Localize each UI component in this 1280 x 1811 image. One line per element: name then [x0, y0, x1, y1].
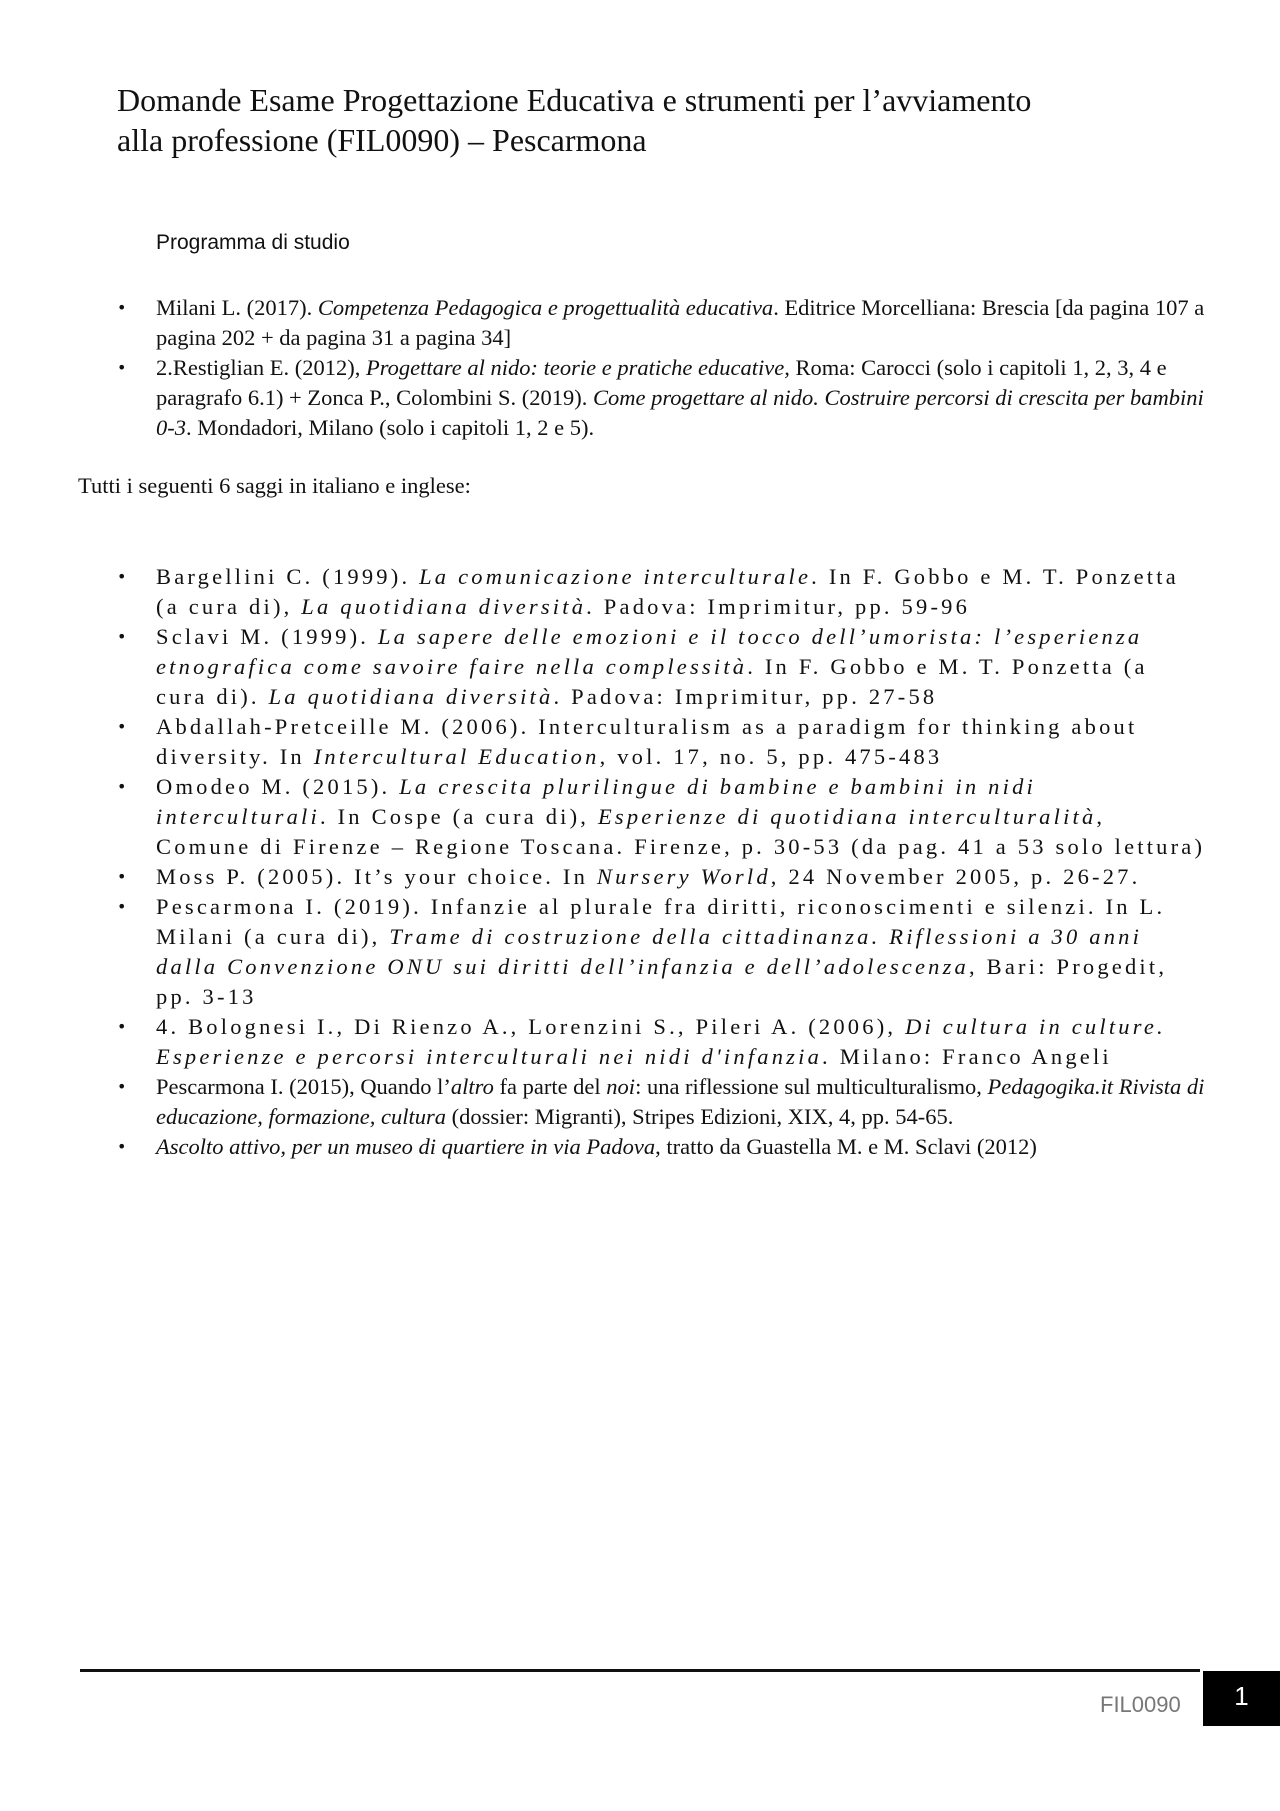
- bullet-icon: •: [117, 1077, 127, 1096]
- page-number: 1: [1203, 1671, 1280, 1726]
- citation-text: Pescarmona I. (2019). Infanzie al plurale fra diritti, riconoscimenti e silenzi. In L. Milani (a cura di),: [156, 894, 1166, 949]
- citation-text: Abdallah-Pretceille M. (2006). Interculturalism as a paradigm for thinking about diversity. In: [156, 714, 1138, 769]
- citation-text: Sclavi M. (1999).: [156, 624, 378, 649]
- citation-text: (dossier: Migranti), Stripes Edizioni, XIX, 4, pp. 54-65.: [445, 1104, 954, 1129]
- citation-text: . Mondadori, Milano (solo i capitoli 1, 2 e 5).: [186, 415, 595, 440]
- citation-text: Milani L. (2017).: [156, 295, 318, 320]
- citation-text: , tratto da Guastella M. e M. Sclavi (2012): [655, 1134, 1037, 1159]
- list-item: [0, 862, 1206, 892]
- citation-text: fa parte del: [493, 1074, 607, 1099]
- list-item: [0, 562, 1206, 622]
- citation-title: Pedagogika.it Rivista di educazione, formazione, cultura: [156, 1074, 1205, 1129]
- citation-text: . In F. Gobbo e M. T. Ponzetta (a cura di),: [156, 564, 1179, 619]
- citation-text: . Editrice Morcelliana: Brescia [da pagina 107 a pagina 202 + da pagina 31 a pagina 34]: [156, 295, 1205, 350]
- citation-text: . In F. Gobbo e M. T. Ponzetta (a cura di).: [156, 654, 1148, 709]
- bullet-icon: •: [117, 777, 130, 796]
- footer-divider: [80, 1669, 1200, 1672]
- bullet-icon: •: [117, 1137, 127, 1156]
- citation-title: Trame di costruzione della cittadinanza. Riflessioni a 30 anni dalla Convenzione ONU sui diritti dell’infanzia e dell’adolescenza: [156, 924, 1143, 979]
- list-item: [0, 353, 1206, 443]
- citation-title: La crescita plurilingue di bambine e bambini in nidi interculturali: [156, 774, 1036, 829]
- citation-text: 2.Restiglian E. (2012),: [156, 355, 366, 380]
- citation-title: Ascolto attivo, per un museo di quartiere in via Padova: [156, 1134, 656, 1159]
- citation-title: Di cultura in culture. Esperienze e percorsi interculturali nei nidi d'infanzia: [156, 1014, 1166, 1069]
- citation-text: . Padova: Imprimitur, pp. 59-96: [586, 594, 971, 619]
- citation-text: Roma: Carocci (solo i capitoli 1, 2, 3, 4 e paragrafo 6.1) + Zonca P., Colombini S. (2019).: [156, 355, 1167, 410]
- list-item: [0, 1012, 1206, 1072]
- essays-intro: Tutti i seguenti 6 saggi in italiano e inglese:: [78, 473, 471, 498]
- citation-title: Intercultural Education: [313, 744, 600, 769]
- bullet-icon: •: [117, 897, 130, 916]
- citation-text: , 24 November 2005, p. 26-27.: [770, 864, 1141, 889]
- bullet-icon: •: [117, 717, 130, 736]
- list-item: [0, 712, 1206, 772]
- list-item: [0, 772, 1206, 862]
- bullet-icon: •: [117, 298, 127, 317]
- list-item: [0, 1132, 1206, 1162]
- list-item: [0, 892, 1206, 1012]
- citation-text: , Bari: Progedit, pp. 3-13: [156, 954, 1168, 1009]
- citation-text: , Comune di Firenze – Regione Toscana. Firenze, p. 30-53 (da pag. 41 a 53 solo lettura): [156, 804, 1206, 859]
- citation-title: La quotidiana diversità: [301, 594, 587, 619]
- citation-text: Omodeo M. (2015).: [156, 774, 400, 799]
- program-list: [0, 293, 1280, 443]
- citation-title: Come progettare al nido. Costruire percorsi di crescita per bambini 0-3: [156, 385, 1204, 440]
- list-item: [0, 1072, 1206, 1132]
- bullet-icon: •: [117, 1017, 130, 1036]
- program-heading: Programma di studio: [156, 231, 350, 254]
- citation-title: La sapere delle emozioni e il tocco dell’umorista: l’esperienza etnografica come savoire faire nella complessità: [156, 624, 1143, 679]
- title-line-2: alla professione (FIL0090) – Pescarmona: [117, 122, 647, 158]
- bullet-icon: •: [117, 627, 130, 646]
- citation-text: . In Cospe (a cura di),: [319, 804, 598, 829]
- citation-text: . Padova: Imprimitur, pp. 27-58: [553, 684, 938, 709]
- title-line-1: Domande Esame Progettazione Educativa e strumenti per l’avviamento: [117, 82, 1032, 118]
- citation-title: La quotidiana diversità: [268, 684, 554, 709]
- citation-text: . Milano: Franco Angeli: [822, 1044, 1112, 1069]
- citation-text: Pescarmona I. (2015), Quando l’: [156, 1074, 451, 1099]
- citation-text: 4. Bolognesi I., Di Rienzo A., Lorenzini S., Pileri A. (2006),: [156, 1014, 906, 1039]
- bullet-icon: •: [117, 867, 130, 886]
- bullet-icon: •: [117, 567, 130, 586]
- citation-text: : una riflessione sul multiculturalismo,: [635, 1074, 988, 1099]
- list-item: [0, 293, 1206, 353]
- bullet-icon: •: [117, 358, 127, 377]
- citation-text: Moss P. (2005). It’s your choice. In: [156, 864, 597, 889]
- citation-title: La comunicazione interculturale: [419, 564, 812, 589]
- citation-text: , vol. 17, no. 5, pp. 475-483: [599, 744, 943, 769]
- citation-text: Bargellini C. (1999).: [156, 564, 420, 589]
- document-title: [117, 80, 1177, 160]
- citation-title: altro: [450, 1074, 494, 1099]
- essays-list: [0, 562, 1280, 1162]
- footer-course-code: FIL0090: [1100, 1692, 1181, 1717]
- citation-title: Nursery World: [596, 864, 771, 889]
- citation-title: noi: [606, 1074, 636, 1099]
- citation-title: Competenza Pedagogica e progettualità educativa: [317, 295, 774, 320]
- citation-title: Esperienze di quotidiana interculturalità: [597, 804, 1097, 829]
- list-item: [0, 622, 1206, 712]
- citation-title: Progettare al nido: teorie e pratiche educative,: [365, 355, 790, 380]
